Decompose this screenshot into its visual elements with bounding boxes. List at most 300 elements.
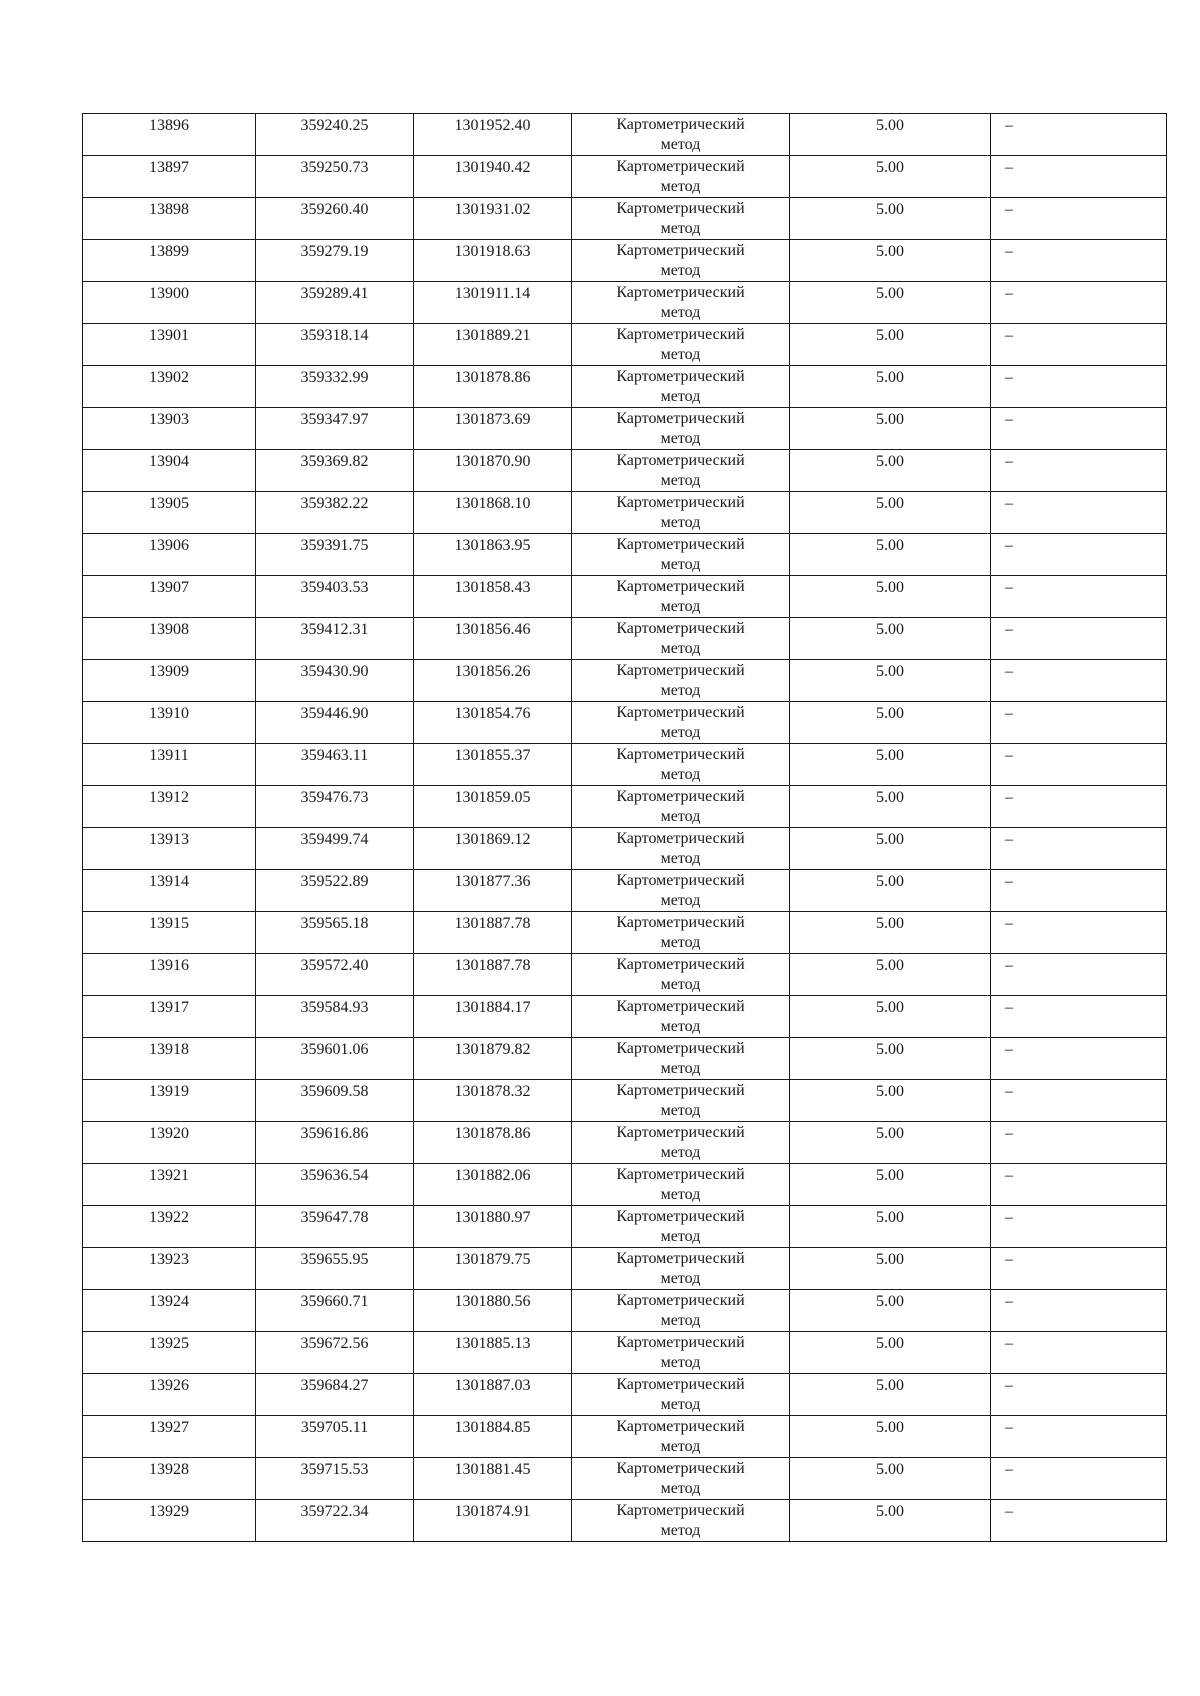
accuracy-cell: 5.00 [790, 1248, 991, 1290]
y-coordinate-cell: 1301881.45 [414, 1458, 572, 1500]
method-cell [572, 996, 790, 1038]
method-cell [572, 1164, 790, 1206]
point-number-cell: 13908 [83, 618, 256, 660]
method-line-1: Картометрический [616, 1418, 745, 1435]
x-coordinate-cell: 359403.53 [256, 576, 414, 618]
accuracy-cell: 5.00 [790, 450, 991, 492]
table-row [83, 282, 1167, 324]
method-line-1: Картометрический [616, 1208, 745, 1225]
note-cell: – [991, 408, 1167, 450]
method-line-2: метод [660, 1102, 701, 1119]
method-line-1: Картометрический [616, 956, 745, 973]
point-number-cell: 13927 [83, 1416, 256, 1458]
method-line-2: метод [660, 766, 701, 783]
note-cell: – [991, 156, 1167, 198]
method-line-2: метод [660, 598, 701, 615]
method-cell [572, 702, 790, 744]
table-row [83, 954, 1167, 996]
accuracy-cell: 5.00 [790, 828, 991, 870]
method-line-1: Картометрический [616, 1376, 745, 1393]
x-coordinate-cell: 359369.82 [256, 450, 414, 492]
accuracy-cell: 5.00 [790, 1290, 991, 1332]
x-coordinate-cell: 359672.56 [256, 1332, 414, 1374]
note-cell: – [991, 492, 1167, 534]
accuracy-cell: 5.00 [790, 114, 991, 156]
y-coordinate-cell: 1301879.82 [414, 1038, 572, 1080]
accuracy-cell: 5.00 [790, 744, 991, 786]
y-coordinate-cell: 1301859.05 [414, 786, 572, 828]
method-line-1: Картометрический [616, 830, 745, 847]
accuracy-cell: 5.00 [790, 996, 991, 1038]
x-coordinate-cell: 359705.11 [256, 1416, 414, 1458]
accuracy-cell: 5.00 [790, 156, 991, 198]
table-row [83, 1374, 1167, 1416]
point-number-cell: 13903 [83, 408, 256, 450]
table-row [83, 576, 1167, 618]
table-row [83, 1248, 1167, 1290]
method-line-2: метод [660, 1522, 701, 1539]
table-row [83, 240, 1167, 282]
accuracy-cell: 5.00 [790, 1206, 991, 1248]
table-row [83, 1206, 1167, 1248]
accuracy-cell: 5.00 [790, 282, 991, 324]
point-number-cell: 13922 [83, 1206, 256, 1248]
method-line-1: Картометрический [616, 158, 745, 175]
table-row [83, 1332, 1167, 1374]
method-cell [572, 450, 790, 492]
table-row [83, 114, 1167, 156]
table-row [83, 1458, 1167, 1500]
note-cell: – [991, 954, 1167, 996]
method-line-2: метод [660, 808, 701, 825]
y-coordinate-cell: 1301879.75 [414, 1248, 572, 1290]
method-cell [572, 786, 790, 828]
method-line-2: метод [660, 1396, 701, 1413]
accuracy-cell: 5.00 [790, 912, 991, 954]
method-line-1: Картометрический [616, 1292, 745, 1309]
y-coordinate-cell: 1301931.02 [414, 198, 572, 240]
note-cell: – [991, 324, 1167, 366]
point-number-cell: 13926 [83, 1374, 256, 1416]
note-cell: – [991, 534, 1167, 576]
method-line-2: метод [660, 1354, 701, 1371]
table-row [83, 786, 1167, 828]
note-cell: – [991, 618, 1167, 660]
x-coordinate-cell: 359499.74 [256, 828, 414, 870]
point-number-cell: 13910 [83, 702, 256, 744]
table-row [83, 702, 1167, 744]
method-line-1: Картометрический [616, 872, 745, 889]
method-line-2: метод [660, 1480, 701, 1497]
accuracy-cell: 5.00 [790, 534, 991, 576]
point-number-cell: 13906 [83, 534, 256, 576]
method-line-2: метод [660, 1312, 701, 1329]
y-coordinate-cell: 1301880.56 [414, 1290, 572, 1332]
y-coordinate-cell: 1301880.97 [414, 1206, 572, 1248]
method-line-2: метод [660, 220, 701, 237]
method-line-1: Картометрический [616, 1502, 745, 1519]
method-line-2: метод [660, 346, 701, 363]
x-coordinate-cell: 359279.19 [256, 240, 414, 282]
method-line-1: Картометрический [616, 578, 745, 595]
method-cell [572, 1290, 790, 1332]
y-coordinate-cell: 1301878.86 [414, 1122, 572, 1164]
point-number-cell: 13896 [83, 114, 256, 156]
y-coordinate-cell: 1301884.85 [414, 1416, 572, 1458]
method-cell [572, 660, 790, 702]
method-cell [572, 744, 790, 786]
method-line-2: метод [660, 1186, 701, 1203]
x-coordinate-cell: 359430.90 [256, 660, 414, 702]
table-row [83, 450, 1167, 492]
method-cell [572, 1248, 790, 1290]
note-cell: – [991, 912, 1167, 954]
x-coordinate-cell: 359565.18 [256, 912, 414, 954]
note-cell: – [991, 702, 1167, 744]
method-line-1: Картометрический [616, 242, 745, 259]
table-row [83, 912, 1167, 954]
method-cell [572, 240, 790, 282]
method-cell [572, 1080, 790, 1122]
y-coordinate-cell: 1301863.95 [414, 534, 572, 576]
y-coordinate-cell: 1301887.78 [414, 954, 572, 996]
table-row [83, 1416, 1167, 1458]
method-cell [572, 114, 790, 156]
x-coordinate-cell: 359601.06 [256, 1038, 414, 1080]
note-cell: – [991, 450, 1167, 492]
accuracy-cell: 5.00 [790, 1374, 991, 1416]
method-line-1: Картометрический [616, 1460, 745, 1477]
method-line-1: Картометрический [616, 1250, 745, 1267]
y-coordinate-cell: 1301856.46 [414, 618, 572, 660]
point-number-cell: 13902 [83, 366, 256, 408]
accuracy-cell: 5.00 [790, 1122, 991, 1164]
table-row [83, 1164, 1167, 1206]
method-cell [572, 366, 790, 408]
x-coordinate-cell: 359647.78 [256, 1206, 414, 1248]
accuracy-cell: 5.00 [790, 198, 991, 240]
note-cell: – [991, 828, 1167, 870]
accuracy-cell: 5.00 [790, 1416, 991, 1458]
note-cell: – [991, 660, 1167, 702]
method-cell [572, 198, 790, 240]
method-line-2: метод [660, 1270, 701, 1287]
method-line-2: метод [660, 556, 701, 573]
method-cell [572, 870, 790, 912]
x-coordinate-cell: 359522.89 [256, 870, 414, 912]
method-cell [572, 576, 790, 618]
y-coordinate-cell: 1301884.17 [414, 996, 572, 1038]
table-row [83, 1290, 1167, 1332]
table-row [83, 996, 1167, 1038]
table-body [83, 114, 1167, 1542]
y-coordinate-cell: 1301858.43 [414, 576, 572, 618]
table-row [83, 1122, 1167, 1164]
table-row [83, 744, 1167, 786]
x-coordinate-cell: 359616.86 [256, 1122, 414, 1164]
method-cell [572, 1500, 790, 1542]
accuracy-cell: 5.00 [790, 366, 991, 408]
method-line-1: Картометрический [616, 410, 745, 427]
y-coordinate-cell: 1301887.03 [414, 1374, 572, 1416]
note-cell: – [991, 1122, 1167, 1164]
method-line-1: Картометрический [616, 326, 745, 343]
x-coordinate-cell: 359446.90 [256, 702, 414, 744]
note-cell: – [991, 1248, 1167, 1290]
method-line-2: метод [660, 1018, 701, 1035]
method-cell [572, 618, 790, 660]
point-number-cell: 13916 [83, 954, 256, 996]
y-coordinate-cell: 1301918.63 [414, 240, 572, 282]
method-line-2: метод [660, 724, 701, 741]
y-coordinate-cell: 1301856.26 [414, 660, 572, 702]
method-line-2: метод [660, 892, 701, 909]
point-number-cell: 13917 [83, 996, 256, 1038]
y-coordinate-cell: 1301874.91 [414, 1500, 572, 1542]
x-coordinate-cell: 359572.40 [256, 954, 414, 996]
method-cell [572, 1416, 790, 1458]
x-coordinate-cell: 359636.54 [256, 1164, 414, 1206]
table-row [83, 870, 1167, 912]
x-coordinate-cell: 359318.14 [256, 324, 414, 366]
point-number-cell: 13928 [83, 1458, 256, 1500]
note-cell: – [991, 996, 1167, 1038]
point-number-cell: 13911 [83, 744, 256, 786]
method-line-2: метод [660, 514, 701, 531]
method-line-1: Картометрический [616, 1082, 745, 1099]
method-line-2: метод [660, 136, 701, 153]
note-cell: – [991, 282, 1167, 324]
note-cell: – [991, 1290, 1167, 1332]
method-line-2: метод [660, 1438, 701, 1455]
y-coordinate-cell: 1301887.78 [414, 912, 572, 954]
note-cell: – [991, 870, 1167, 912]
table-row [83, 618, 1167, 660]
table-row [83, 198, 1167, 240]
y-coordinate-cell: 1301911.14 [414, 282, 572, 324]
method-line-2: метод [660, 850, 701, 867]
x-coordinate-cell: 359332.99 [256, 366, 414, 408]
method-line-1: Картометрический [616, 746, 745, 763]
method-line-1: Картометрический [616, 200, 745, 217]
method-line-1: Картометрический [616, 494, 745, 511]
point-number-cell: 13914 [83, 870, 256, 912]
method-cell [572, 534, 790, 576]
note-cell: – [991, 1206, 1167, 1248]
method-cell [572, 282, 790, 324]
method-cell [572, 1038, 790, 1080]
y-coordinate-cell: 1301885.13 [414, 1332, 572, 1374]
method-line-1: Картометрический [616, 536, 745, 553]
method-cell [572, 954, 790, 996]
point-number-cell: 13912 [83, 786, 256, 828]
method-cell [572, 1122, 790, 1164]
method-line-2: метод [660, 976, 701, 993]
coordinates-table [82, 113, 1167, 1542]
accuracy-cell: 5.00 [790, 408, 991, 450]
method-line-1: Картометрический [616, 368, 745, 385]
y-coordinate-cell: 1301873.69 [414, 408, 572, 450]
accuracy-cell: 5.00 [790, 1458, 991, 1500]
method-line-1: Картометрический [616, 1334, 745, 1351]
accuracy-cell: 5.00 [790, 576, 991, 618]
method-line-2: метод [660, 388, 701, 405]
note-cell: – [991, 240, 1167, 282]
point-number-cell: 13919 [83, 1080, 256, 1122]
y-coordinate-cell: 1301870.90 [414, 450, 572, 492]
note-cell: – [991, 786, 1167, 828]
method-cell [572, 408, 790, 450]
method-line-1: Картометрический [616, 1124, 745, 1141]
accuracy-cell: 5.00 [790, 492, 991, 534]
x-coordinate-cell: 359684.27 [256, 1374, 414, 1416]
accuracy-cell: 5.00 [790, 870, 991, 912]
note-cell: – [991, 198, 1167, 240]
method-line-2: метод [660, 934, 701, 951]
accuracy-cell: 5.00 [790, 1080, 991, 1122]
point-number-cell: 13920 [83, 1122, 256, 1164]
x-coordinate-cell: 359347.97 [256, 408, 414, 450]
method-line-2: метод [660, 1144, 701, 1161]
method-cell [572, 492, 790, 534]
table-row [83, 324, 1167, 366]
point-number-cell: 13909 [83, 660, 256, 702]
accuracy-cell: 5.00 [790, 954, 991, 996]
method-line-1: Картометрический [616, 452, 745, 469]
accuracy-cell: 5.00 [790, 786, 991, 828]
method-line-1: Картометрический [616, 284, 745, 301]
method-line-2: метод [660, 1228, 701, 1245]
table-row [83, 1080, 1167, 1122]
method-line-2: метод [660, 430, 701, 447]
point-number-cell: 13915 [83, 912, 256, 954]
point-number-cell: 13904 [83, 450, 256, 492]
accuracy-cell: 5.00 [790, 1038, 991, 1080]
method-cell [572, 1332, 790, 1374]
method-line-1: Картометрический [616, 998, 745, 1015]
point-number-cell: 13918 [83, 1038, 256, 1080]
table-row [83, 156, 1167, 198]
point-number-cell: 13899 [83, 240, 256, 282]
point-number-cell: 13898 [83, 198, 256, 240]
method-cell [572, 156, 790, 198]
x-coordinate-cell: 359463.11 [256, 744, 414, 786]
method-line-2: метод [660, 304, 701, 321]
point-number-cell: 13923 [83, 1248, 256, 1290]
note-cell: – [991, 1500, 1167, 1542]
x-coordinate-cell: 359476.73 [256, 786, 414, 828]
y-coordinate-cell: 1301878.86 [414, 366, 572, 408]
x-coordinate-cell: 359250.73 [256, 156, 414, 198]
method-cell [572, 912, 790, 954]
point-number-cell: 13924 [83, 1290, 256, 1332]
method-line-2: метод [660, 682, 701, 699]
y-coordinate-cell: 1301854.76 [414, 702, 572, 744]
method-line-2: метод [660, 262, 701, 279]
point-number-cell: 13929 [83, 1500, 256, 1542]
x-coordinate-cell: 359240.25 [256, 114, 414, 156]
method-line-1: Картометрический [616, 620, 745, 637]
accuracy-cell: 5.00 [790, 660, 991, 702]
x-coordinate-cell: 359655.95 [256, 1248, 414, 1290]
accuracy-cell: 5.00 [790, 240, 991, 282]
note-cell: – [991, 576, 1167, 618]
point-number-cell: 13921 [83, 1164, 256, 1206]
method-line-2: метод [660, 472, 701, 489]
note-cell: – [991, 1458, 1167, 1500]
table-row [83, 408, 1167, 450]
accuracy-cell: 5.00 [790, 324, 991, 366]
y-coordinate-cell: 1301878.32 [414, 1080, 572, 1122]
note-cell: – [991, 1038, 1167, 1080]
method-line-1: Картометрический [616, 914, 745, 931]
method-cell [572, 828, 790, 870]
note-cell: – [991, 1416, 1167, 1458]
table-row [83, 1038, 1167, 1080]
point-number-cell: 13897 [83, 156, 256, 198]
note-cell: – [991, 366, 1167, 408]
method-cell [572, 1458, 790, 1500]
y-coordinate-cell: 1301889.21 [414, 324, 572, 366]
note-cell: – [991, 1374, 1167, 1416]
method-line-1: Картометрический [616, 1040, 745, 1057]
table-row [83, 660, 1167, 702]
note-cell: – [991, 114, 1167, 156]
note-cell: – [991, 1080, 1167, 1122]
point-number-cell: 13905 [83, 492, 256, 534]
x-coordinate-cell: 359609.58 [256, 1080, 414, 1122]
note-cell: – [991, 744, 1167, 786]
y-coordinate-cell: 1301868.10 [414, 492, 572, 534]
method-cell [572, 324, 790, 366]
x-coordinate-cell: 359660.71 [256, 1290, 414, 1332]
method-line-1: Картометрический [616, 116, 745, 133]
point-number-cell: 13901 [83, 324, 256, 366]
method-line-2: метод [660, 178, 701, 195]
table-row [83, 534, 1167, 576]
method-line-1: Картометрический [616, 662, 745, 679]
y-coordinate-cell: 1301855.37 [414, 744, 572, 786]
x-coordinate-cell: 359722.34 [256, 1500, 414, 1542]
point-number-cell: 13913 [83, 828, 256, 870]
accuracy-cell: 5.00 [790, 1332, 991, 1374]
point-number-cell: 13907 [83, 576, 256, 618]
note-cell: – [991, 1164, 1167, 1206]
table-row [83, 828, 1167, 870]
y-coordinate-cell: 1301940.42 [414, 156, 572, 198]
method-line-2: метод [660, 1060, 701, 1077]
y-coordinate-cell: 1301877.36 [414, 870, 572, 912]
method-line-1: Картометрический [616, 788, 745, 805]
x-coordinate-cell: 359412.31 [256, 618, 414, 660]
table-row [83, 492, 1167, 534]
x-coordinate-cell: 359260.40 [256, 198, 414, 240]
x-coordinate-cell: 359715.53 [256, 1458, 414, 1500]
accuracy-cell: 5.00 [790, 618, 991, 660]
method-cell [572, 1374, 790, 1416]
y-coordinate-cell: 1301869.12 [414, 828, 572, 870]
y-coordinate-cell: 1301882.06 [414, 1164, 572, 1206]
accuracy-cell: 5.00 [790, 1500, 991, 1542]
point-number-cell: 13900 [83, 282, 256, 324]
point-number-cell: 13925 [83, 1332, 256, 1374]
method-line-2: метод [660, 640, 701, 657]
method-line-1: Картометрический [616, 1166, 745, 1183]
table-row [83, 1500, 1167, 1542]
table-row [83, 366, 1167, 408]
accuracy-cell: 5.00 [790, 1164, 991, 1206]
x-coordinate-cell: 359391.75 [256, 534, 414, 576]
